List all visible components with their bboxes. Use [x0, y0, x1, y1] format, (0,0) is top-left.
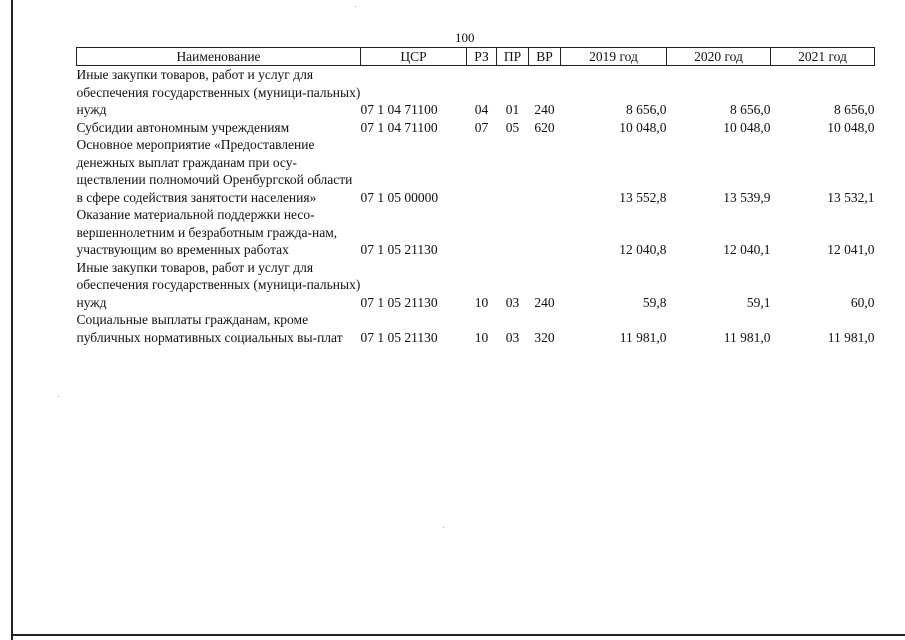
row-2021: 8 656,0 — [834, 102, 875, 117]
row-rz: 07 — [474, 119, 489, 135]
row-2019: 59,8 — [642, 294, 667, 310]
row-2021: 11 981,0 — [827, 329, 875, 345]
scan-border-left — [11, 0, 13, 640]
row-csr: 07 1 05 00000 — [360, 189, 439, 205]
row-rz: 10 — [474, 294, 489, 310]
row-rz — [467, 206, 497, 259]
table-row — [77, 119, 875, 137]
row-pr — [497, 136, 529, 206]
row-pr: 03 — [505, 294, 520, 310]
scan-speck — [443, 527, 444, 528]
row-pr: 03 — [505, 329, 520, 345]
row-csr: 07 1 05 21130 — [360, 242, 438, 257]
scan-speck — [355, 6, 356, 7]
row-2020: 8 656,0 — [730, 102, 771, 117]
row-vr: 240 — [534, 102, 555, 117]
table-row — [77, 259, 875, 312]
row-name: Основное мероприятие «Предоставление денежных выплат гражданам при осу-ществлении полномочий Оренбургской области в сфере содействия занятости населения» — [76, 137, 353, 205]
row-pr: 01 — [505, 102, 520, 117]
row-pr: 05 — [505, 119, 520, 135]
table-row — [77, 136, 875, 206]
budget-table — [76, 47, 875, 346]
header-2020: 2020 год — [667, 48, 771, 66]
header-name: Наименование — [77, 48, 361, 66]
table-row — [77, 311, 875, 346]
table-row — [77, 206, 875, 259]
row-2021: 12 041,0 — [827, 242, 875, 257]
scan-border-bottom — [11, 634, 905, 636]
row-vr: 620 — [534, 119, 555, 135]
row-name: Иные закупки товаров, работ и услуг для обеспечения государственных (муници-пальных) нужд — [76, 67, 361, 117]
header-2021: 2021 год — [771, 48, 875, 66]
row-2021: 13 532,1 — [827, 189, 875, 205]
row-2019: 11 981,0 — [619, 329, 667, 345]
row-2021: 10 048,0 — [827, 119, 875, 135]
table-row — [77, 66, 875, 119]
header-2019: 2019 год — [561, 48, 667, 66]
row-2019: 13 552,8 — [619, 189, 667, 205]
row-2020: 11 981,0 — [723, 329, 771, 345]
row-name: Оказание материальной поддержки несо-вершеннолетним и безработным гражда-нам, участвующим во временных работах — [76, 207, 338, 257]
header-csr: ЦСР — [361, 48, 467, 66]
row-vr — [529, 206, 561, 259]
row-2021: 60,0 — [850, 294, 875, 310]
row-csr: 07 1 05 21130 — [360, 329, 438, 345]
page-number: 100 — [455, 30, 475, 45]
row-name: Социальные выплаты гражданам, кроме публичных нормативных социальных вы-плат — [76, 312, 343, 345]
header-vr: ВР — [529, 48, 561, 66]
row-2019: 10 048,0 — [619, 119, 667, 135]
row-2020: 59,1 — [746, 294, 771, 310]
row-vr: 320 — [534, 329, 555, 345]
row-name: Субсидии автономным учреждениям — [76, 119, 290, 135]
row-2020: 13 539,9 — [723, 189, 771, 205]
row-vr: 240 — [534, 294, 555, 310]
header-rz: РЗ — [467, 48, 497, 66]
header-pr: ПР — [497, 48, 529, 66]
row-rz: 10 — [474, 329, 489, 345]
row-csr: 07 1 04 71100 — [360, 102, 438, 117]
table-header-row — [77, 48, 875, 66]
scan-speck — [58, 396, 59, 397]
row-2020: 12 040,1 — [723, 242, 771, 257]
row-pr — [497, 206, 529, 259]
row-2019: 12 040,8 — [619, 242, 667, 257]
row-2020: 10 048,0 — [723, 119, 771, 135]
row-vr — [529, 136, 561, 206]
row-rz — [467, 136, 497, 206]
row-csr: 07 1 05 21130 — [360, 294, 438, 310]
row-2019: 8 656,0 — [626, 102, 667, 117]
row-csr: 07 1 04 71100 — [360, 119, 438, 135]
row-rz: 04 — [474, 102, 489, 117]
row-name: Иные закупки товаров, работ и услуг для обеспечения государственных (муници-пальных) нужд — [76, 259, 361, 310]
